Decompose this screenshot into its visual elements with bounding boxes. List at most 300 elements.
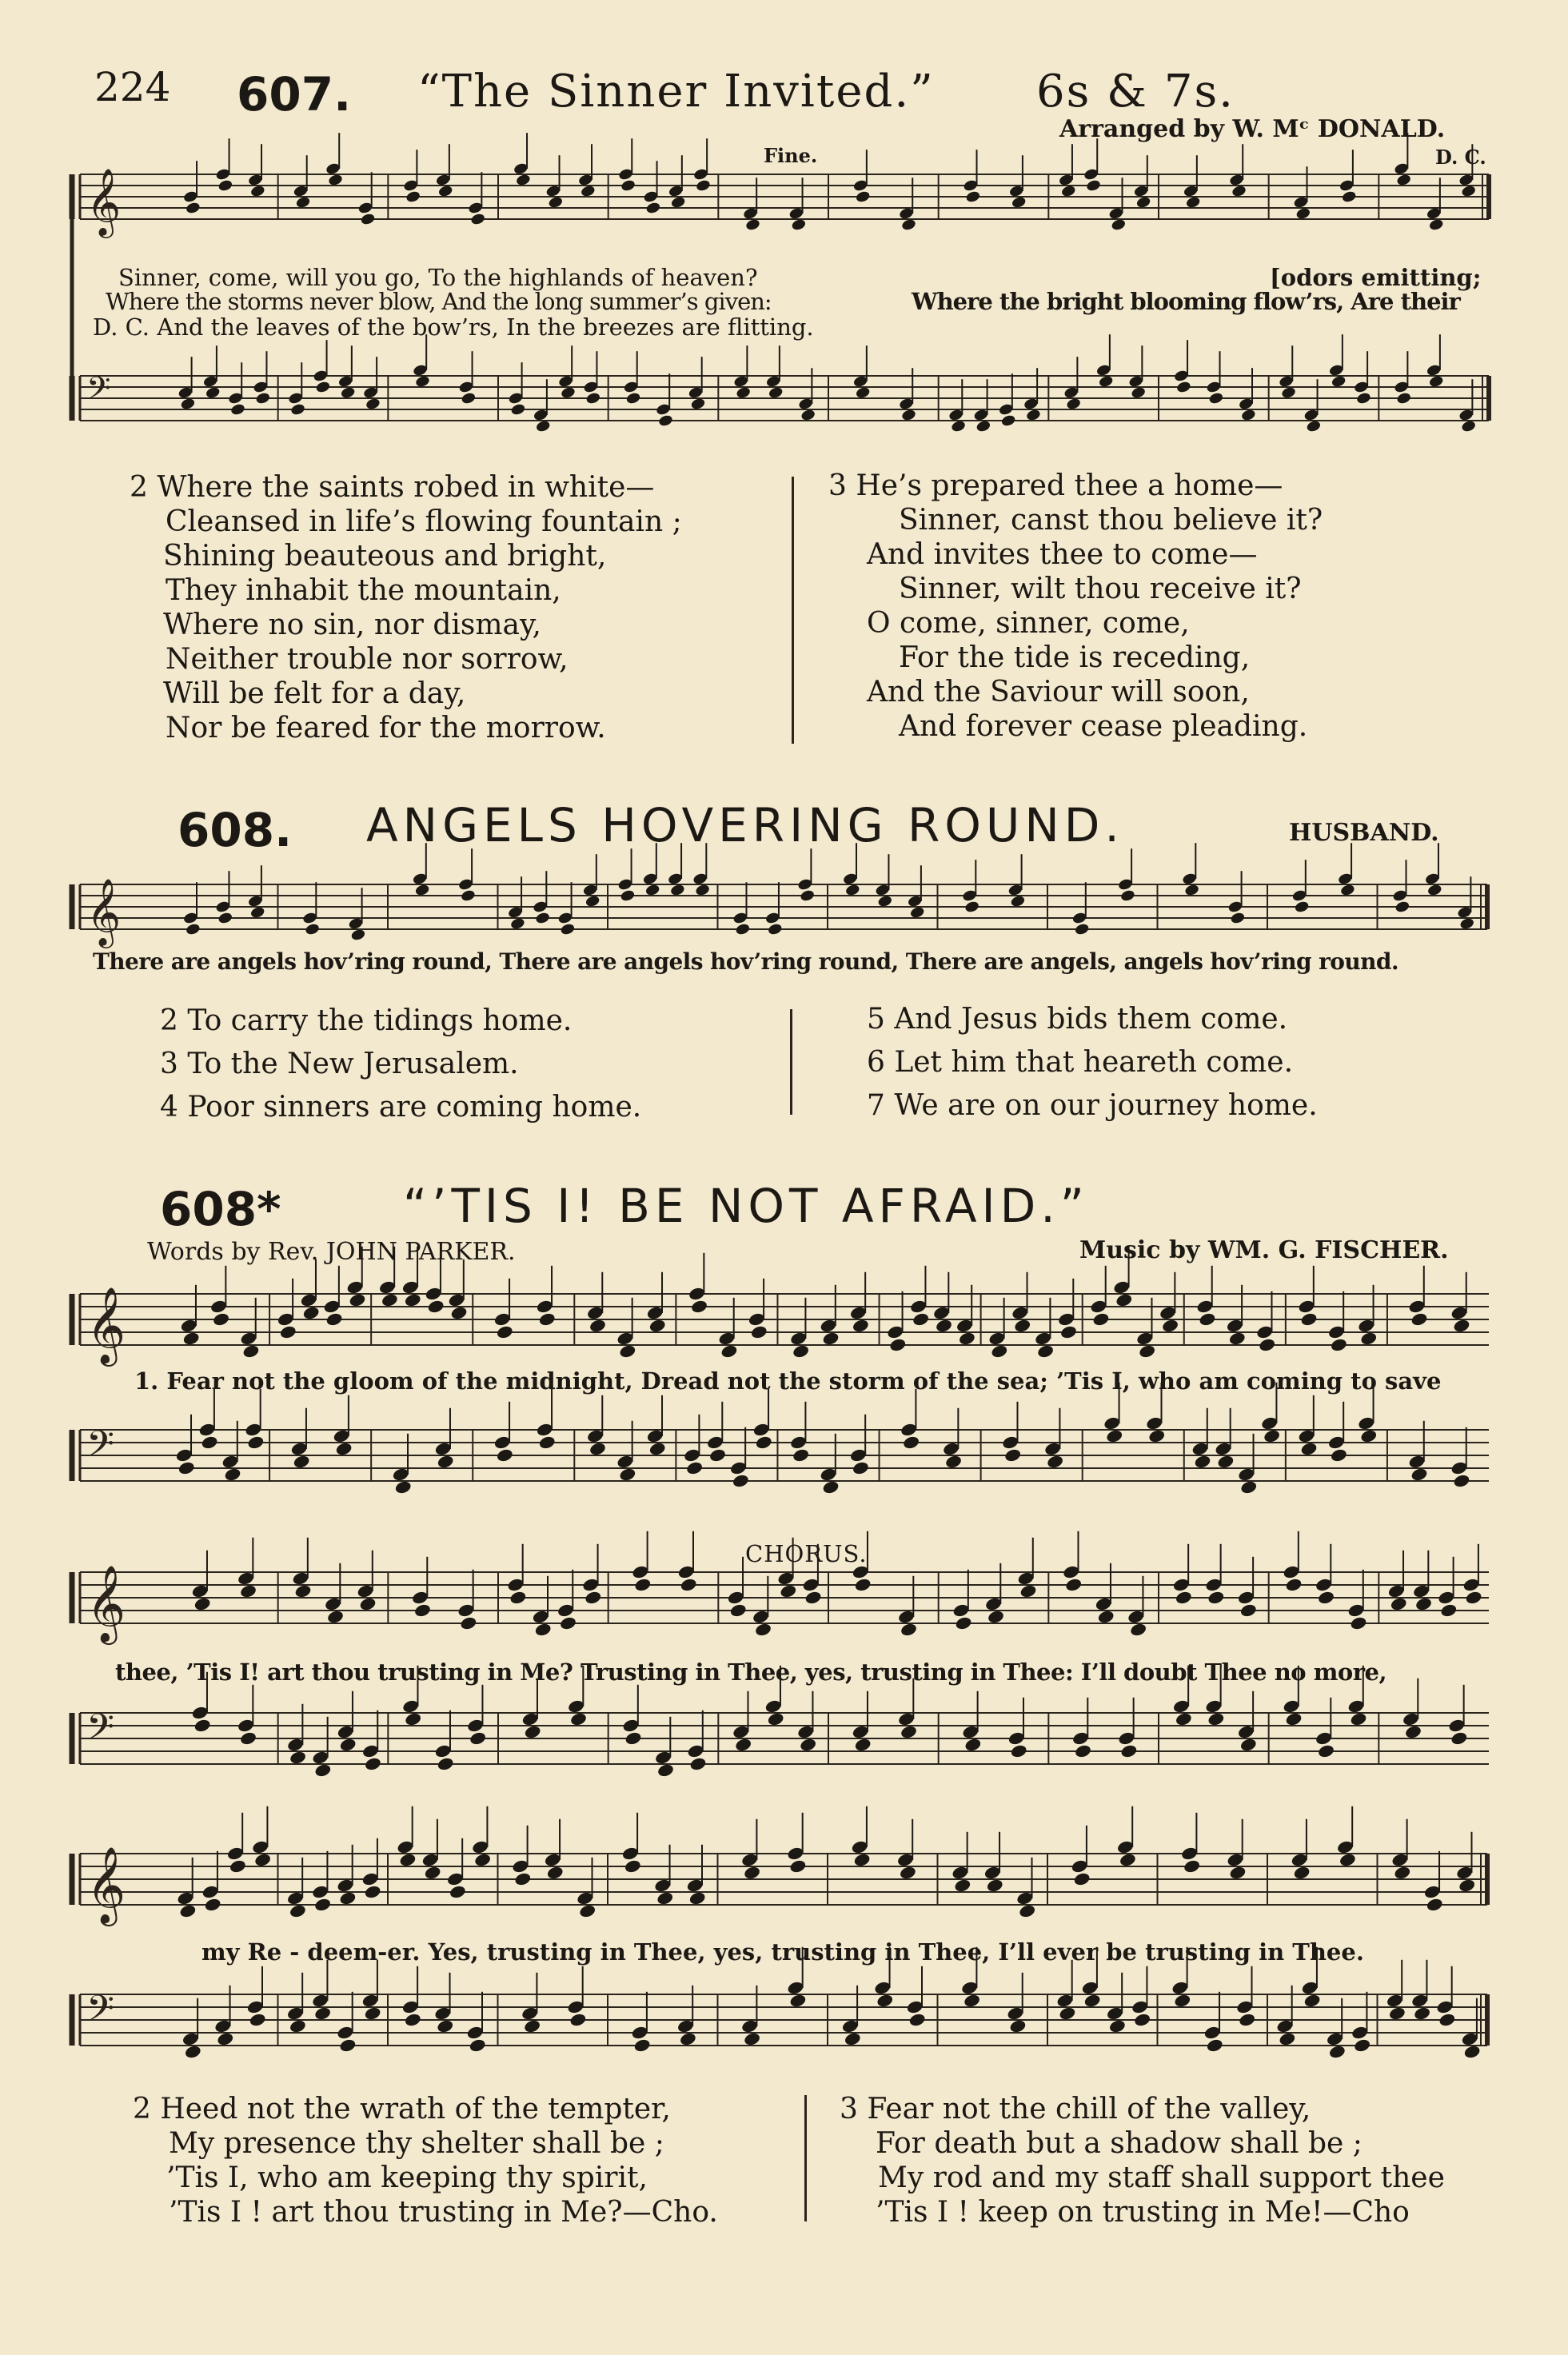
note-head bbox=[185, 923, 201, 936]
note-head bbox=[900, 1622, 918, 1637]
note-head bbox=[648, 1441, 667, 1456]
note-head bbox=[1097, 1609, 1115, 1624]
note-head bbox=[239, 1730, 257, 1746]
hymn-608b-number: 608* bbox=[160, 1182, 281, 1236]
note-head bbox=[1356, 392, 1372, 405]
verse-line: O come, sinner, come, bbox=[867, 607, 1190, 640]
note-head bbox=[1019, 1583, 1038, 1599]
note-head bbox=[669, 884, 685, 897]
note-head bbox=[1426, 884, 1442, 897]
note-head bbox=[680, 1577, 698, 1592]
note-head bbox=[1306, 420, 1322, 433]
bass-clef-icon: 𝄢 bbox=[86, 370, 111, 415]
note-head bbox=[585, 895, 600, 908]
note-head bbox=[1199, 1311, 1217, 1327]
note-head bbox=[792, 1447, 810, 1463]
note-head bbox=[804, 1590, 823, 1605]
verse-line: 2 Where the saints robed in white— bbox=[130, 471, 655, 504]
note-head bbox=[394, 1479, 413, 1495]
note-head bbox=[1396, 392, 1412, 405]
note-head bbox=[339, 1737, 357, 1752]
hymn-608b-lyric-line-2: thee, ’Tis I! art thou trusting in Me? Trusting in Thee, yes, trusting in Thee: I’ll doubt Thee no more, bbox=[115, 1658, 1387, 1686]
note-head bbox=[559, 1615, 577, 1631]
note-head bbox=[399, 1852, 417, 1867]
note-head bbox=[951, 420, 967, 433]
note-head bbox=[1317, 1743, 1335, 1758]
note-head bbox=[315, 381, 331, 394]
note-head bbox=[473, 1852, 492, 1867]
note-head bbox=[1238, 2012, 1256, 2027]
note-head bbox=[908, 2012, 927, 2027]
note-head bbox=[644, 884, 660, 897]
note-head bbox=[1300, 1311, 1319, 1327]
note-head bbox=[1410, 1311, 1429, 1327]
note-head bbox=[1453, 1318, 1471, 1333]
note-head bbox=[1059, 2006, 1077, 2021]
note-head bbox=[991, 1343, 1009, 1359]
note-head bbox=[194, 1718, 212, 1733]
note-head bbox=[1086, 179, 1102, 193]
note-head bbox=[964, 1737, 983, 1752]
note-head bbox=[745, 218, 761, 232]
note-head bbox=[584, 1590, 602, 1605]
note-head bbox=[658, 414, 674, 428]
hymn-608b-lyric-line-1: 1. Fear not the gloom of the midnight, Dread not the storm of the sea; ’Tis I, who am coming to save bbox=[134, 1367, 1442, 1395]
note-head bbox=[620, 179, 636, 193]
note-head bbox=[1390, 1596, 1408, 1611]
page-number: 224 bbox=[94, 64, 171, 110]
note-head bbox=[958, 1331, 976, 1346]
note-head bbox=[1350, 1711, 1368, 1726]
note-head bbox=[619, 1343, 637, 1359]
note-head bbox=[754, 1622, 772, 1637]
note-head bbox=[249, 906, 265, 920]
note-head bbox=[460, 1615, 478, 1631]
note-head bbox=[789, 1858, 808, 1874]
note-head bbox=[695, 884, 711, 897]
note-head bbox=[634, 1577, 652, 1592]
note-head bbox=[944, 1454, 963, 1469]
verse-line: 4 Poor sinners are coming home. bbox=[160, 1091, 642, 1124]
note-head bbox=[852, 1318, 870, 1333]
note-head bbox=[619, 1467, 637, 1482]
note-head bbox=[690, 397, 706, 411]
note-head bbox=[854, 1577, 872, 1592]
note-head bbox=[302, 1305, 321, 1320]
note-head bbox=[249, 2012, 267, 2027]
verse-line: ’Tis I ! art thou trusting in Me?—Cho. bbox=[169, 2196, 718, 2229]
note-head bbox=[1131, 386, 1147, 400]
note-head bbox=[987, 1609, 1005, 1624]
note-head bbox=[1207, 1590, 1226, 1605]
note-head bbox=[1239, 1603, 1258, 1618]
note-head bbox=[1404, 1724, 1422, 1739]
note-head bbox=[791, 218, 807, 232]
note-head bbox=[1239, 1737, 1258, 1752]
verse-line: 3 Fear not the chill of the valley, bbox=[840, 2093, 1311, 2125]
note-head bbox=[1359, 1331, 1378, 1346]
note-head bbox=[1330, 1337, 1348, 1352]
verse-line: ’Tis I ! keep on trusting in Me!—Cho bbox=[876, 2196, 1410, 2229]
note-head bbox=[1138, 1343, 1156, 1359]
note-head bbox=[736, 386, 752, 400]
note-head bbox=[510, 403, 526, 417]
note-head bbox=[900, 1724, 918, 1739]
note-head bbox=[1285, 1577, 1303, 1592]
note-head bbox=[1135, 196, 1151, 210]
note-head bbox=[1459, 917, 1475, 931]
note-head bbox=[679, 2031, 697, 2046]
bass-clef-icon: 𝄢 bbox=[86, 1706, 114, 1757]
verse-line: My rod and my staff shall support thee bbox=[878, 2161, 1445, 2194]
note-head bbox=[743, 2031, 761, 2046]
note-head bbox=[1294, 900, 1310, 914]
verse-line: Nor be feared for the morrow. bbox=[166, 712, 606, 744]
note-head bbox=[1119, 1852, 1137, 1867]
note-head bbox=[1115, 1292, 1133, 1307]
note-head bbox=[424, 1865, 442, 1880]
verse-line: Sinner, wilt thou receive it? bbox=[899, 573, 1302, 605]
column-divider bbox=[792, 477, 794, 744]
verse-line: And invites thee to come— bbox=[867, 538, 1258, 571]
note-head bbox=[792, 1343, 810, 1359]
note-head bbox=[1341, 190, 1357, 204]
note-head bbox=[1003, 1447, 1022, 1463]
hymn-607-number: 607. bbox=[237, 67, 352, 122]
note-head bbox=[689, 1756, 708, 1771]
note-head bbox=[414, 884, 430, 897]
note-head bbox=[364, 2006, 382, 2021]
note-head bbox=[205, 386, 221, 400]
note-head bbox=[561, 386, 577, 400]
note-head bbox=[648, 1318, 667, 1333]
note-head bbox=[1000, 414, 1016, 428]
hymn-607-verse-2 bbox=[130, 470, 682, 745]
note-head bbox=[901, 409, 917, 422]
note-head bbox=[413, 1603, 432, 1618]
verse-line: And forever cease pleading. bbox=[899, 710, 1308, 743]
note-head bbox=[1194, 1454, 1212, 1469]
verse-line: Cleansed in life’s flowing fountain ; bbox=[166, 505, 682, 538]
note-head bbox=[1105, 1428, 1123, 1443]
note-head bbox=[1461, 420, 1477, 433]
note-head bbox=[1175, 1590, 1193, 1605]
note-head bbox=[569, 2012, 588, 2027]
note-head bbox=[182, 1331, 201, 1346]
note-head bbox=[201, 1435, 219, 1450]
note-head bbox=[1263, 1428, 1281, 1443]
dc-mark: D. C. bbox=[1435, 146, 1486, 169]
note-head bbox=[1036, 1343, 1055, 1359]
note-head bbox=[305, 923, 321, 936]
note-head bbox=[255, 392, 271, 405]
note-head bbox=[204, 1897, 222, 1912]
note-head bbox=[1018, 1903, 1036, 1918]
verse-line: For death but a shadow shall be ; bbox=[876, 2127, 1363, 2160]
note-head bbox=[624, 1858, 642, 1874]
note-head bbox=[436, 2018, 454, 2034]
note-head bbox=[1184, 884, 1200, 897]
verse-line: And the Saviour will soon, bbox=[867, 676, 1250, 708]
chorus-label: CHORUS. bbox=[745, 1540, 868, 1567]
music-credit: Music by WM. G. FISCHER. bbox=[1079, 1236, 1449, 1264]
note-head bbox=[854, 1737, 872, 1752]
hymn-607-lyric-line-2: Where the storms never blow, And the long summer’s given: bbox=[106, 288, 772, 315]
note-head bbox=[538, 1311, 557, 1327]
verse-line: For the tide is receding, bbox=[899, 641, 1251, 674]
note-head bbox=[768, 386, 784, 400]
hymn-607-arranger: Arranged by W. Mᶜ DONALD. bbox=[1059, 115, 1446, 143]
note-head bbox=[1394, 900, 1410, 914]
note-head bbox=[1060, 185, 1076, 198]
note-head bbox=[496, 1447, 514, 1463]
note-head bbox=[1388, 2006, 1406, 2021]
note-head bbox=[1185, 196, 1201, 210]
note-head bbox=[1465, 1590, 1483, 1605]
note-head bbox=[909, 906, 925, 920]
hymn-608-tune-name: HUSBAND. bbox=[1289, 819, 1439, 847]
note-head bbox=[295, 196, 311, 210]
hymn-607-title: “The Sinner Invited.” bbox=[417, 66, 935, 118]
note-head bbox=[548, 196, 564, 210]
note-head bbox=[855, 190, 871, 204]
note-head bbox=[1228, 1331, 1247, 1346]
note-head bbox=[461, 392, 477, 405]
note-head bbox=[1458, 1878, 1476, 1893]
note-head bbox=[217, 179, 233, 193]
note-head bbox=[935, 1318, 953, 1333]
note-head bbox=[1207, 1711, 1226, 1726]
verse-line: 7 We are on our journey home. bbox=[867, 1089, 1318, 1122]
note-head bbox=[1339, 884, 1355, 897]
verse-line: Will be felt for a day, bbox=[163, 677, 466, 710]
note-head bbox=[690, 1299, 708, 1314]
note-head bbox=[888, 1337, 907, 1352]
verse-line: 5 And Jesus bids them come. bbox=[867, 1003, 1288, 1036]
note-head bbox=[822, 1331, 840, 1346]
note-head bbox=[1011, 196, 1027, 210]
note-head bbox=[625, 392, 641, 405]
note-head bbox=[534, 1622, 553, 1637]
note-head bbox=[515, 174, 531, 187]
note-head bbox=[588, 1318, 607, 1333]
note-head bbox=[364, 1756, 382, 1771]
note-head bbox=[313, 1897, 332, 1912]
note-head bbox=[242, 1343, 261, 1359]
note-head bbox=[249, 185, 265, 198]
note-head bbox=[404, 1711, 422, 1726]
note-head bbox=[328, 174, 344, 187]
note-head bbox=[767, 923, 783, 936]
note-head bbox=[1064, 1577, 1083, 1592]
verse-line: My presence thy shelter shall be ; bbox=[169, 2127, 664, 2160]
note-head bbox=[1293, 1865, 1311, 1880]
treble-clef-icon: 𝄞 bbox=[86, 877, 122, 946]
note-head bbox=[1133, 2012, 1151, 2027]
note-head bbox=[877, 895, 893, 908]
note-head bbox=[620, 889, 636, 903]
note-head bbox=[1183, 1858, 1201, 1874]
hymn-608b-verse-3 bbox=[840, 2092, 1445, 2229]
note-head bbox=[253, 1852, 272, 1867]
note-head bbox=[1083, 1993, 1102, 2008]
column-divider bbox=[804, 2095, 807, 2221]
note-head bbox=[279, 1324, 297, 1339]
note-head bbox=[340, 386, 356, 400]
verse-line: 6 Let him that heareth come. bbox=[867, 1046, 1294, 1079]
note-head bbox=[1026, 409, 1042, 422]
note-head bbox=[569, 1711, 588, 1726]
note-head bbox=[734, 1737, 752, 1752]
note-head bbox=[359, 1596, 377, 1611]
note-head bbox=[1328, 2044, 1347, 2059]
verse-line: Sinner, canst thou believe it? bbox=[899, 504, 1323, 537]
hymn-608-title: ANGELS HOVERING ROUND. bbox=[366, 798, 1124, 852]
note-head bbox=[325, 1311, 344, 1327]
hymn-608b-verse-2 bbox=[133, 2092, 718, 2229]
note-head bbox=[976, 420, 991, 433]
note-head bbox=[350, 928, 366, 942]
note-head bbox=[1046, 1454, 1064, 1469]
note-head bbox=[645, 202, 661, 215]
note-head bbox=[469, 1730, 487, 1746]
note-head bbox=[1208, 392, 1224, 405]
note-head bbox=[963, 1993, 981, 2008]
note-head bbox=[1413, 2006, 1431, 2021]
note-head bbox=[964, 900, 980, 914]
note-head bbox=[779, 1583, 797, 1599]
note-head bbox=[708, 1447, 727, 1463]
note-head bbox=[404, 1292, 422, 1307]
note-head bbox=[1428, 375, 1444, 389]
words-credit: Words by Rev. JOHN PARKER. bbox=[147, 1238, 516, 1266]
note-head bbox=[217, 912, 233, 925]
hymn-607-lyric-line-2-right: Where the bright blooming flow’rs, Are their bbox=[912, 288, 1460, 315]
note-head bbox=[339, 2038, 357, 2053]
note-head bbox=[509, 1590, 528, 1605]
note-head bbox=[750, 1324, 768, 1339]
hymn-608b-title: “’TIS I! BE NOT AFRAID.” bbox=[403, 1179, 1089, 1233]
note-head bbox=[1173, 1993, 1191, 2008]
note-head bbox=[1108, 2018, 1127, 2034]
note-head bbox=[349, 1292, 367, 1307]
note-head bbox=[1453, 1473, 1471, 1488]
note-head bbox=[290, 403, 306, 417]
note-head bbox=[735, 923, 751, 936]
column-divider bbox=[790, 1009, 792, 1115]
note-head bbox=[580, 185, 596, 198]
note-head bbox=[852, 1460, 870, 1475]
note-head bbox=[670, 196, 686, 210]
note-head bbox=[523, 2018, 541, 2034]
note-head bbox=[902, 1435, 920, 1450]
note-head bbox=[247, 1435, 265, 1450]
note-head bbox=[800, 889, 816, 903]
note-head bbox=[1393, 1865, 1411, 1880]
note-head bbox=[1229, 1865, 1247, 1880]
note-head bbox=[853, 1852, 872, 1867]
hymn-608-lyric: There are angels hov’ring round, There are angels hov’ring round, There are angels, angels hov’ring round. bbox=[93, 948, 1398, 975]
note-head bbox=[450, 1305, 469, 1320]
note-head bbox=[1258, 1337, 1276, 1352]
note-head bbox=[184, 2044, 202, 2059]
note-head bbox=[1461, 185, 1477, 198]
note-head bbox=[1295, 207, 1311, 221]
note-head bbox=[469, 2038, 487, 2053]
note-head bbox=[729, 1603, 748, 1618]
note-head bbox=[560, 923, 576, 936]
note-head bbox=[876, 1993, 894, 2008]
note-head bbox=[1217, 1454, 1235, 1469]
note-head bbox=[293, 1454, 311, 1469]
note-head bbox=[1013, 1318, 1031, 1333]
bass-clef-icon: 𝄢 bbox=[86, 1987, 114, 2038]
note-head bbox=[732, 1473, 750, 1488]
note-head bbox=[1059, 1324, 1078, 1339]
note-head bbox=[1092, 1311, 1111, 1327]
note-head bbox=[1303, 1993, 1322, 2008]
note-head bbox=[460, 889, 476, 903]
verse-line: 2 To carry the tidings home. bbox=[160, 1004, 573, 1037]
note-head bbox=[212, 1311, 230, 1327]
hymn-607-lyric-line-1-right: [odors emitting; bbox=[1270, 264, 1482, 291]
note-head bbox=[229, 1858, 247, 1874]
note-head bbox=[1330, 1447, 1348, 1463]
note-head bbox=[178, 1460, 196, 1475]
note-head bbox=[1120, 1743, 1139, 1758]
note-head bbox=[185, 202, 201, 215]
note-head bbox=[381, 1292, 399, 1307]
note-head bbox=[1010, 895, 1026, 908]
note-head bbox=[1009, 2018, 1027, 2034]
note-head bbox=[1230, 912, 1246, 925]
note-head bbox=[449, 1884, 467, 1899]
note-head bbox=[1066, 397, 1082, 411]
verse-line: 3 To the New Jerusalem. bbox=[160, 1048, 519, 1080]
note-head bbox=[180, 397, 196, 411]
treble-clef-icon: 𝄞 bbox=[86, 1564, 126, 1643]
note-head bbox=[415, 375, 431, 389]
note-head bbox=[789, 1993, 808, 2008]
verse-line: Where no sin, nor dismay, bbox=[163, 609, 541, 641]
note-head bbox=[1129, 1622, 1147, 1637]
note-head bbox=[437, 185, 453, 198]
fine-mark: Fine. bbox=[764, 144, 818, 167]
note-head bbox=[289, 1750, 307, 1765]
note-head bbox=[1285, 1711, 1303, 1726]
note-head bbox=[335, 1441, 353, 1456]
note-head bbox=[513, 1871, 532, 1886]
note-head bbox=[1074, 923, 1090, 936]
note-head bbox=[688, 1890, 707, 1906]
note-head bbox=[1147, 1428, 1166, 1443]
note-head bbox=[1010, 1743, 1028, 1758]
note-head bbox=[326, 1609, 345, 1624]
note-head bbox=[360, 213, 376, 226]
bass-clef-icon: 𝄢 bbox=[86, 1423, 114, 1474]
note-head bbox=[656, 1762, 675, 1778]
note-head bbox=[216, 2031, 234, 2046]
note-head bbox=[800, 409, 816, 422]
treble-clef-icon: 𝄞 bbox=[86, 1846, 126, 1924]
note-head bbox=[1339, 1852, 1357, 1867]
note-head bbox=[1161, 1318, 1179, 1333]
note-head bbox=[955, 1615, 973, 1631]
note-head bbox=[1426, 1897, 1444, 1912]
verse-line: Shining beauteous and bright, bbox=[163, 540, 607, 573]
note-head bbox=[1353, 2038, 1371, 2053]
note-head bbox=[1300, 1441, 1319, 1456]
